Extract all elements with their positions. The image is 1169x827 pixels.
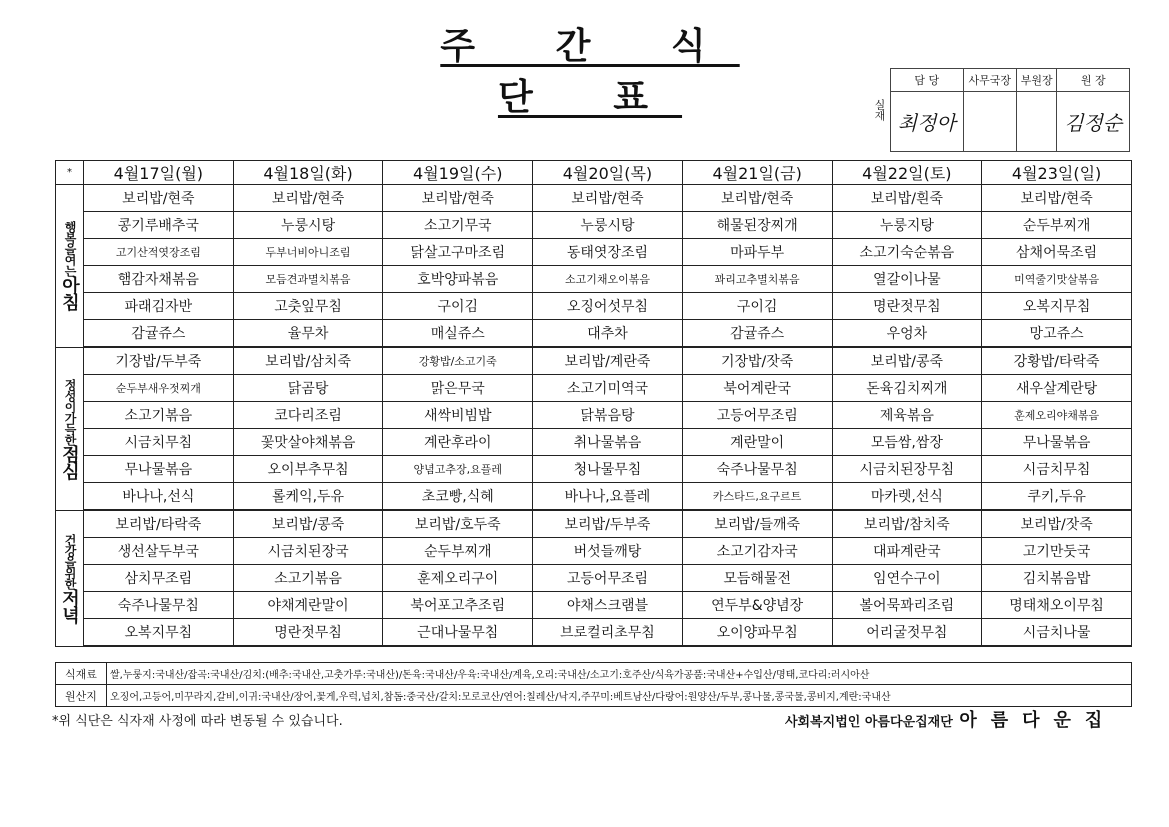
menu-cell: 양념고추장,요플레 xyxy=(383,456,533,483)
organization-name xyxy=(785,706,1116,732)
menu-cell: 삼채어묵조림 xyxy=(982,239,1132,266)
menu-cell: 보리밥/타락죽 xyxy=(84,510,234,538)
meal-label-big: 점심 xyxy=(59,444,80,479)
organization-big: 아름다운집 xyxy=(959,710,1117,731)
menu-cell: 숙주나물무침 xyxy=(84,592,234,619)
day-header: 4월17일(월) xyxy=(84,161,234,185)
menu-cell: 순두부찌개 xyxy=(383,538,533,565)
menu-cell: 누룽지탕 xyxy=(832,212,982,239)
menu-cell: 바나나,선식 xyxy=(84,483,234,511)
menu-cell: 야채스크램블 xyxy=(533,592,683,619)
meal-label xyxy=(56,185,84,348)
menu-cell: 호박양파볶음 xyxy=(383,266,533,293)
menu-cell: 계란후라이 xyxy=(383,429,533,456)
menu-row xyxy=(56,538,1132,565)
menu-row xyxy=(56,510,1132,538)
menu-cell: 무나물볶음 xyxy=(982,429,1132,456)
approval-signature-3 xyxy=(1017,92,1057,152)
menu-cell: 소고기숙순볶음 xyxy=(832,239,982,266)
menu-cell: 보리밥/현죽 xyxy=(982,185,1132,212)
menu-cell: 꽃맛살야채볶음 xyxy=(233,429,383,456)
menu-row xyxy=(56,212,1132,239)
menu-cell: 고춧잎무침 xyxy=(233,293,383,320)
menu-cell: 보리밥/현죽 xyxy=(233,185,383,212)
day-header: 4월18일(화) xyxy=(233,161,383,185)
menu-cell: 시금치무침 xyxy=(982,456,1132,483)
approval-header-4: 원 장 xyxy=(1057,69,1130,92)
menu-cell: 볼어묵꽈리조림 xyxy=(832,592,982,619)
menu-cell: 소고기채오이볶음 xyxy=(533,266,683,293)
menu-cell: 연두부&양념장 xyxy=(682,592,832,619)
menu-cell: 고등어무조림 xyxy=(682,402,832,429)
menu-row xyxy=(56,185,1132,212)
menu-row xyxy=(56,293,1132,320)
menu-cell: 기장밥/잣죽 xyxy=(682,347,832,375)
menu-cell: 초코빵,식혜 xyxy=(383,483,533,511)
menu-cell: 율무차 xyxy=(233,320,383,348)
menu-cell: 김치볶음밥 xyxy=(982,565,1132,592)
menu-cell: 두부너비아니조림 xyxy=(233,239,383,266)
approval-header-2: 사무국장 xyxy=(963,69,1017,92)
menu-cell: 시금치무침 xyxy=(84,429,234,456)
menu-cell: 삼치무조림 xyxy=(84,565,234,592)
menu-cell: 미역줄기맛살볶음 xyxy=(982,266,1132,293)
menu-cell: 맑은무국 xyxy=(383,375,533,402)
menu-cell: 보리밥/호두죽 xyxy=(383,510,533,538)
menu-cell: 북어포고추조림 xyxy=(383,592,533,619)
menu-cell: 바나나,요플레 xyxy=(533,483,683,511)
origin-label-1: 식재료 xyxy=(56,663,107,685)
menu-cell: 모듬견과멸치볶음 xyxy=(233,266,383,293)
day-header-row xyxy=(56,161,1132,185)
meal-label-small: 정성이가득한 xyxy=(63,378,77,445)
menu-table xyxy=(55,160,1132,647)
menu-cell: 쿠키,두유 xyxy=(982,483,1132,511)
day-header: 4월19일(수) xyxy=(383,161,533,185)
menu-cell: 시금치된장국 xyxy=(233,538,383,565)
menu-cell: 시금치나물 xyxy=(982,619,1132,647)
approval-signature-2 xyxy=(963,92,1017,152)
meal-label xyxy=(56,347,84,510)
menu-cell: 해물된장찌개 xyxy=(682,212,832,239)
menu-cell: 콩기루배추국 xyxy=(84,212,234,239)
menu-cell: 보리밥/현죽 xyxy=(533,185,683,212)
meal-label-big: 저녁 xyxy=(59,588,80,623)
origin-label-2: 원산지 xyxy=(56,685,107,707)
menu-cell: 취나물볶음 xyxy=(533,429,683,456)
day-header: 4월20일(목) xyxy=(533,161,683,185)
menu-row xyxy=(56,592,1132,619)
menu-row xyxy=(56,266,1132,293)
menu-cell: 오이양파무침 xyxy=(682,619,832,647)
menu-row xyxy=(56,483,1132,511)
menu-cell: 보리밥/참치죽 xyxy=(832,510,982,538)
menu-cell: 닭볶음탕 xyxy=(533,402,683,429)
menu-cell: 매실쥬스 xyxy=(383,320,533,348)
menu-cell: 고등어무조림 xyxy=(533,565,683,592)
menu-cell: 버섯들깨탕 xyxy=(533,538,683,565)
menu-cell: 누룽시탕 xyxy=(533,212,683,239)
meal-label xyxy=(56,510,84,646)
menu-row xyxy=(56,402,1132,429)
menu-cell: 명란젓무침 xyxy=(832,293,982,320)
menu-cell: 고기만둣국 xyxy=(982,538,1132,565)
meal-label-small: 행복을여는 xyxy=(63,221,77,277)
menu-cell: 무나물볶음 xyxy=(84,456,234,483)
menu-cell: 마카렛,선식 xyxy=(832,483,982,511)
menu-cell: 야채계란말이 xyxy=(233,592,383,619)
menu-cell: 제육볶음 xyxy=(832,402,982,429)
menu-cell: 모듬해물전 xyxy=(682,565,832,592)
menu-cell: 대파계란국 xyxy=(832,538,982,565)
approval-side-label: 실재 xyxy=(868,69,891,152)
menu-row xyxy=(56,375,1132,402)
menu-cell: 강황밥/소고기죽 xyxy=(383,347,533,375)
menu-row xyxy=(56,456,1132,483)
meal-label-small: 건강을위한 xyxy=(63,533,77,589)
menu-row xyxy=(56,565,1132,592)
menu-cell: 롤케익,두유 xyxy=(233,483,383,511)
menu-cell: 어리굴젓무침 xyxy=(832,619,982,647)
menu-cell: 파래김자반 xyxy=(84,293,234,320)
menu-cell: 청나물무침 xyxy=(533,456,683,483)
menu-cell: 돈육김치찌개 xyxy=(832,375,982,402)
menu-row xyxy=(56,320,1132,348)
menu-cell: 망고쥬스 xyxy=(982,320,1132,348)
menu-cell: 강황밥/타락죽 xyxy=(982,347,1132,375)
approval-signature-1 xyxy=(891,92,964,152)
menu-cell: 닭살고구마조림 xyxy=(383,239,533,266)
menu-cell: 마파두부 xyxy=(682,239,832,266)
menu-cell: 고기산적엿장조림 xyxy=(84,239,234,266)
day-header: 4월22일(토) xyxy=(832,161,982,185)
menu-cell: 생선살두부국 xyxy=(84,538,234,565)
menu-cell: 보리밥/현죽 xyxy=(383,185,533,212)
menu-cell: 닭곰탕 xyxy=(233,375,383,402)
menu-cell: 소고기볶음 xyxy=(233,565,383,592)
menu-cell: 보리밥/삼치죽 xyxy=(233,347,383,375)
menu-cell: 햄감자채볶음 xyxy=(84,266,234,293)
menu-cell: 모듬쌈,쌈장 xyxy=(832,429,982,456)
page-title: 주 간 식 단 표 xyxy=(440,26,740,118)
menu-cell: 소고기무국 xyxy=(383,212,533,239)
menu-cell: 보리밥/잣죽 xyxy=(982,510,1132,538)
menu-cell: 꽈리고추멸치볶음 xyxy=(682,266,832,293)
menu-cell: 오이부추무침 xyxy=(233,456,383,483)
menu-cell: 기장밥/두부죽 xyxy=(84,347,234,375)
signature-first: 최정아 xyxy=(897,111,956,135)
menu-cell: 보리밥/흰죽 xyxy=(832,185,982,212)
menu-cell: 소고기감자국 xyxy=(682,538,832,565)
menu-cell: 오복지무침 xyxy=(84,619,234,647)
menu-cell: 카스타드,요구르트 xyxy=(682,483,832,511)
menu-cell: 순두부찌개 xyxy=(982,212,1132,239)
menu-cell: 보리밥/콩죽 xyxy=(832,347,982,375)
menu-cell: 감귤쥬스 xyxy=(682,320,832,348)
origin-table xyxy=(55,662,1132,707)
menu-cell: 훈제오리야채볶음 xyxy=(982,402,1132,429)
approval-signature-4 xyxy=(1057,92,1130,152)
menu-row xyxy=(56,429,1132,456)
approval-header-3: 부원장 xyxy=(1017,69,1057,92)
menu-cell: 열갈이나물 xyxy=(832,266,982,293)
approval-box xyxy=(868,68,1130,152)
menu-cell: 보리밥/두부죽 xyxy=(533,510,683,538)
menu-cell: 근대나물무침 xyxy=(383,619,533,647)
menu-cell: 시금치된장무침 xyxy=(832,456,982,483)
menu-cell: 새싹비빔밥 xyxy=(383,402,533,429)
menu-cell: 브로컬리초무침 xyxy=(533,619,683,647)
approval-header-1: 담 당 xyxy=(891,69,964,92)
meal-label-big: 아침 xyxy=(59,276,80,311)
menu-row xyxy=(56,239,1132,266)
signature-last: 김정순 xyxy=(1064,111,1123,135)
menu-cell: 소고기볶음 xyxy=(84,402,234,429)
menu-cell: 코다리조림 xyxy=(233,402,383,429)
menu-cell: 명태채오이무침 xyxy=(982,592,1132,619)
menu-cell: 동태엿장조림 xyxy=(533,239,683,266)
menu-cell: 보리밥/들깨죽 xyxy=(682,510,832,538)
menu-cell: 순두부새우젓찌개 xyxy=(84,375,234,402)
day-header: 4월21일(금) xyxy=(682,161,832,185)
menu-cell: 구이김 xyxy=(383,293,533,320)
menu-cell: 대추차 xyxy=(533,320,683,348)
menu-cell: 감귤쥬스 xyxy=(84,320,234,348)
menu-cell: 임연수구이 xyxy=(832,565,982,592)
day-header: 4월23일(일) xyxy=(982,161,1132,185)
menu-cell: 누룽시탕 xyxy=(233,212,383,239)
menu-cell: 북어계란국 xyxy=(682,375,832,402)
menu-cell: 오징어섯무침 xyxy=(533,293,683,320)
menu-cell: 보리밥/현죽 xyxy=(84,185,234,212)
menu-cell: 새우살계란탕 xyxy=(982,375,1132,402)
menu-cell: 보리밥/현죽 xyxy=(682,185,832,212)
organization-small: 사회복지법인 아름다운집재단 xyxy=(785,715,953,730)
menu-cell: 소고기미역국 xyxy=(533,375,683,402)
menu-cell: 훈제오리구이 xyxy=(383,565,533,592)
menu-cell: 숙주나물무침 xyxy=(682,456,832,483)
corner-cell: * xyxy=(56,161,84,185)
menu-row xyxy=(56,619,1132,647)
menu-row xyxy=(56,347,1132,375)
menu-cell: 구이김 xyxy=(682,293,832,320)
menu-cell: 보리밥/콩죽 xyxy=(233,510,383,538)
menu-cell: 명란젓무침 xyxy=(233,619,383,647)
origin-line-2: 오징어,고등어,미꾸라지,갈비,이귀:국내산/장어,꽃게,우럭,넙치,참돔:중국산/갈치:모로코산/연어:칠레산/낙지,주꾸미:베트남산/다랑어:원양산/두부,콩나물,콩국물,콩비지,계란:국내산 xyxy=(107,685,1132,707)
menu-cell: 보리밥/계란죽 xyxy=(533,347,683,375)
menu-cell: 계란말이 xyxy=(682,429,832,456)
menu-cell: 우엉차 xyxy=(832,320,982,348)
origin-line-1: 쌀,누룽지:국내산/잡곡:국내산/김치:(배추:국내산,고춧가루:국내산)/돈육:국내산/우육:국내산/계육,오리:국내산/소고기:호주산/식육가공품:국내산+수입산/명태,코다리:러시아산 xyxy=(107,663,1132,685)
menu-cell: 오복지무침 xyxy=(982,293,1132,320)
footer-note: *위 식단은 식자재 사정에 따라 변동될 수 있습니다. xyxy=(52,714,343,729)
